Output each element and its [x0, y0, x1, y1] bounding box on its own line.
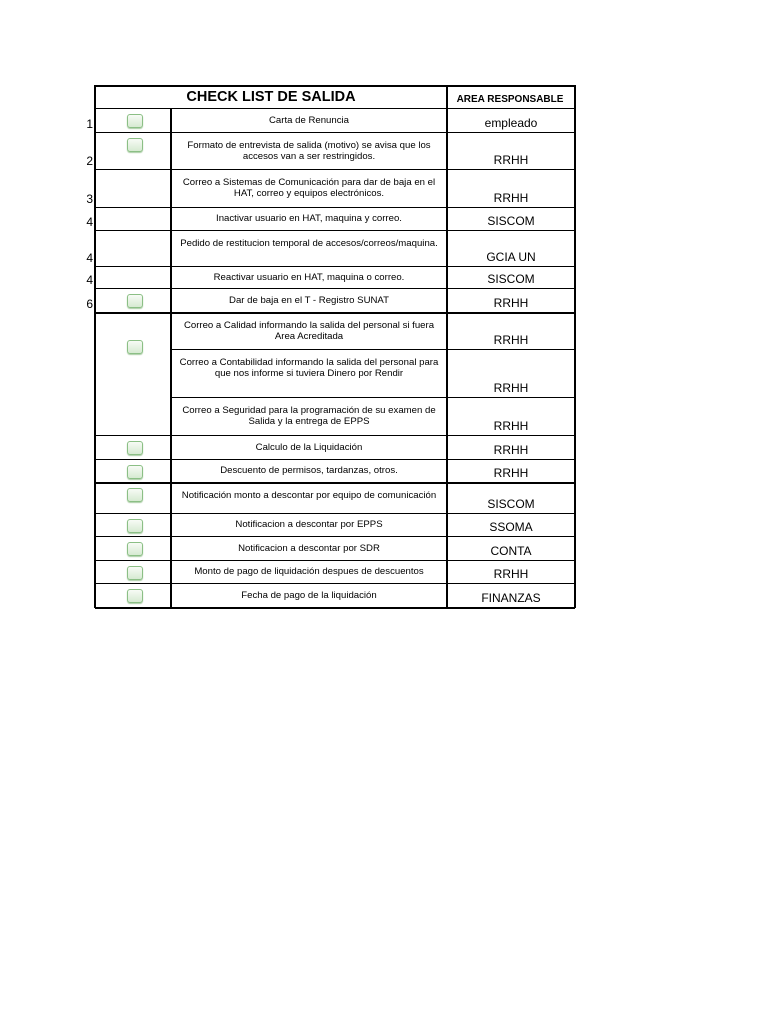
row-divider — [95, 85, 575, 87]
checkbox[interactable] — [127, 114, 143, 128]
task-text: Monto de pago de liquidación despues de descuentos — [194, 566, 424, 577]
area-responsable: SISCOM — [487, 497, 535, 511]
task-text: Calculo de la Liquidación — [255, 441, 363, 453]
row-number: 6 — [86, 297, 93, 311]
area-responsable: SISCOM — [487, 272, 535, 286]
task-text: Correo a Seguridad para la programación de su examen de Salida y la entrega de EPPS — [182, 405, 436, 427]
task-text: Pedido de restitucion temporal de accesos/correos/maquina. — [180, 238, 438, 249]
checkbox[interactable] — [127, 441, 143, 455]
task-text: Correo a Contabilidad informando la salida del personal para que nos informe si tuviera Dinero por Rendir — [179, 357, 439, 379]
task-text: Correo a Sistemas de Comunicación para dar de baja en el HAT, correo y equipos electrónicos. — [182, 177, 436, 199]
area-responsable: RRHH — [493, 191, 529, 205]
row-number: 1 — [86, 117, 93, 131]
task-text: Formato de entrevista de salida (motivo) se avisa que los accesos van a ser restringidos. — [187, 140, 431, 162]
row-number: 4 — [86, 215, 93, 229]
area-responsable: SISCOM — [487, 214, 535, 228]
row-divider — [95, 607, 575, 609]
row-number: 4 — [86, 251, 93, 265]
area-responsable: RRHH — [493, 466, 529, 480]
area-responsable: RRHH — [493, 567, 529, 581]
area-responsable: RRHH — [493, 381, 529, 395]
checkbox[interactable] — [127, 589, 143, 603]
task-text: Fecha de pago de la liquidación — [241, 589, 377, 601]
task-text: Correo a Calidad informando la salida del personal si fuera Area Acreditada — [183, 320, 435, 342]
checkbox-merged[interactable] — [127, 340, 143, 354]
area-responsable: empleado — [484, 116, 538, 130]
row-number: 4 — [86, 273, 93, 287]
area-responsable: FINANZAS — [481, 591, 541, 605]
area-responsable: RRHH — [493, 419, 529, 433]
task-text: Notificación monto a descontar por equipo de comunicación — [181, 490, 437, 501]
task-text: Notificacion a descontar por EPPS — [235, 519, 383, 530]
task-text: Descuento de permisos, tardanzas, otros. — [220, 465, 398, 476]
checkbox[interactable] — [127, 488, 143, 502]
task-text: Reactivar usuario en HAT, maquina o correo. — [213, 271, 405, 283]
task-text: Notificacion a descontar por SDR — [238, 542, 380, 554]
task-text: Carta de Renuncia — [269, 114, 349, 126]
area-responsable-header: AREA RESPONSABLE — [456, 93, 564, 105]
checkbox[interactable] — [127, 519, 143, 533]
row-number: 3 — [86, 192, 93, 206]
checkbox[interactable] — [127, 138, 143, 152]
area-responsable: GCIA UN — [486, 250, 536, 264]
area-responsable: SSOMA — [489, 520, 533, 534]
checkbox[interactable] — [127, 566, 143, 580]
table-border-left — [94, 85, 96, 608]
checkbox[interactable] — [127, 465, 143, 479]
area-responsable: RRHH — [493, 333, 529, 347]
row-number: 2 — [86, 154, 93, 168]
checklist-title: CHECK LIST DE SALIDA — [186, 88, 356, 105]
merged-cell-mask — [96, 396, 170, 400]
checkbox[interactable] — [127, 294, 143, 308]
area-responsable: RRHH — [493, 153, 529, 167]
task-text: Inactivar usuario en HAT, maquina y correo. — [216, 213, 402, 224]
area-responsable: RRHH — [493, 443, 529, 457]
area-responsable: RRHH — [493, 296, 529, 310]
checkbox[interactable] — [127, 542, 143, 556]
area-responsable: CONTA — [490, 544, 532, 558]
task-text: Dar de baja en el T - Registro SUNAT — [229, 294, 389, 306]
